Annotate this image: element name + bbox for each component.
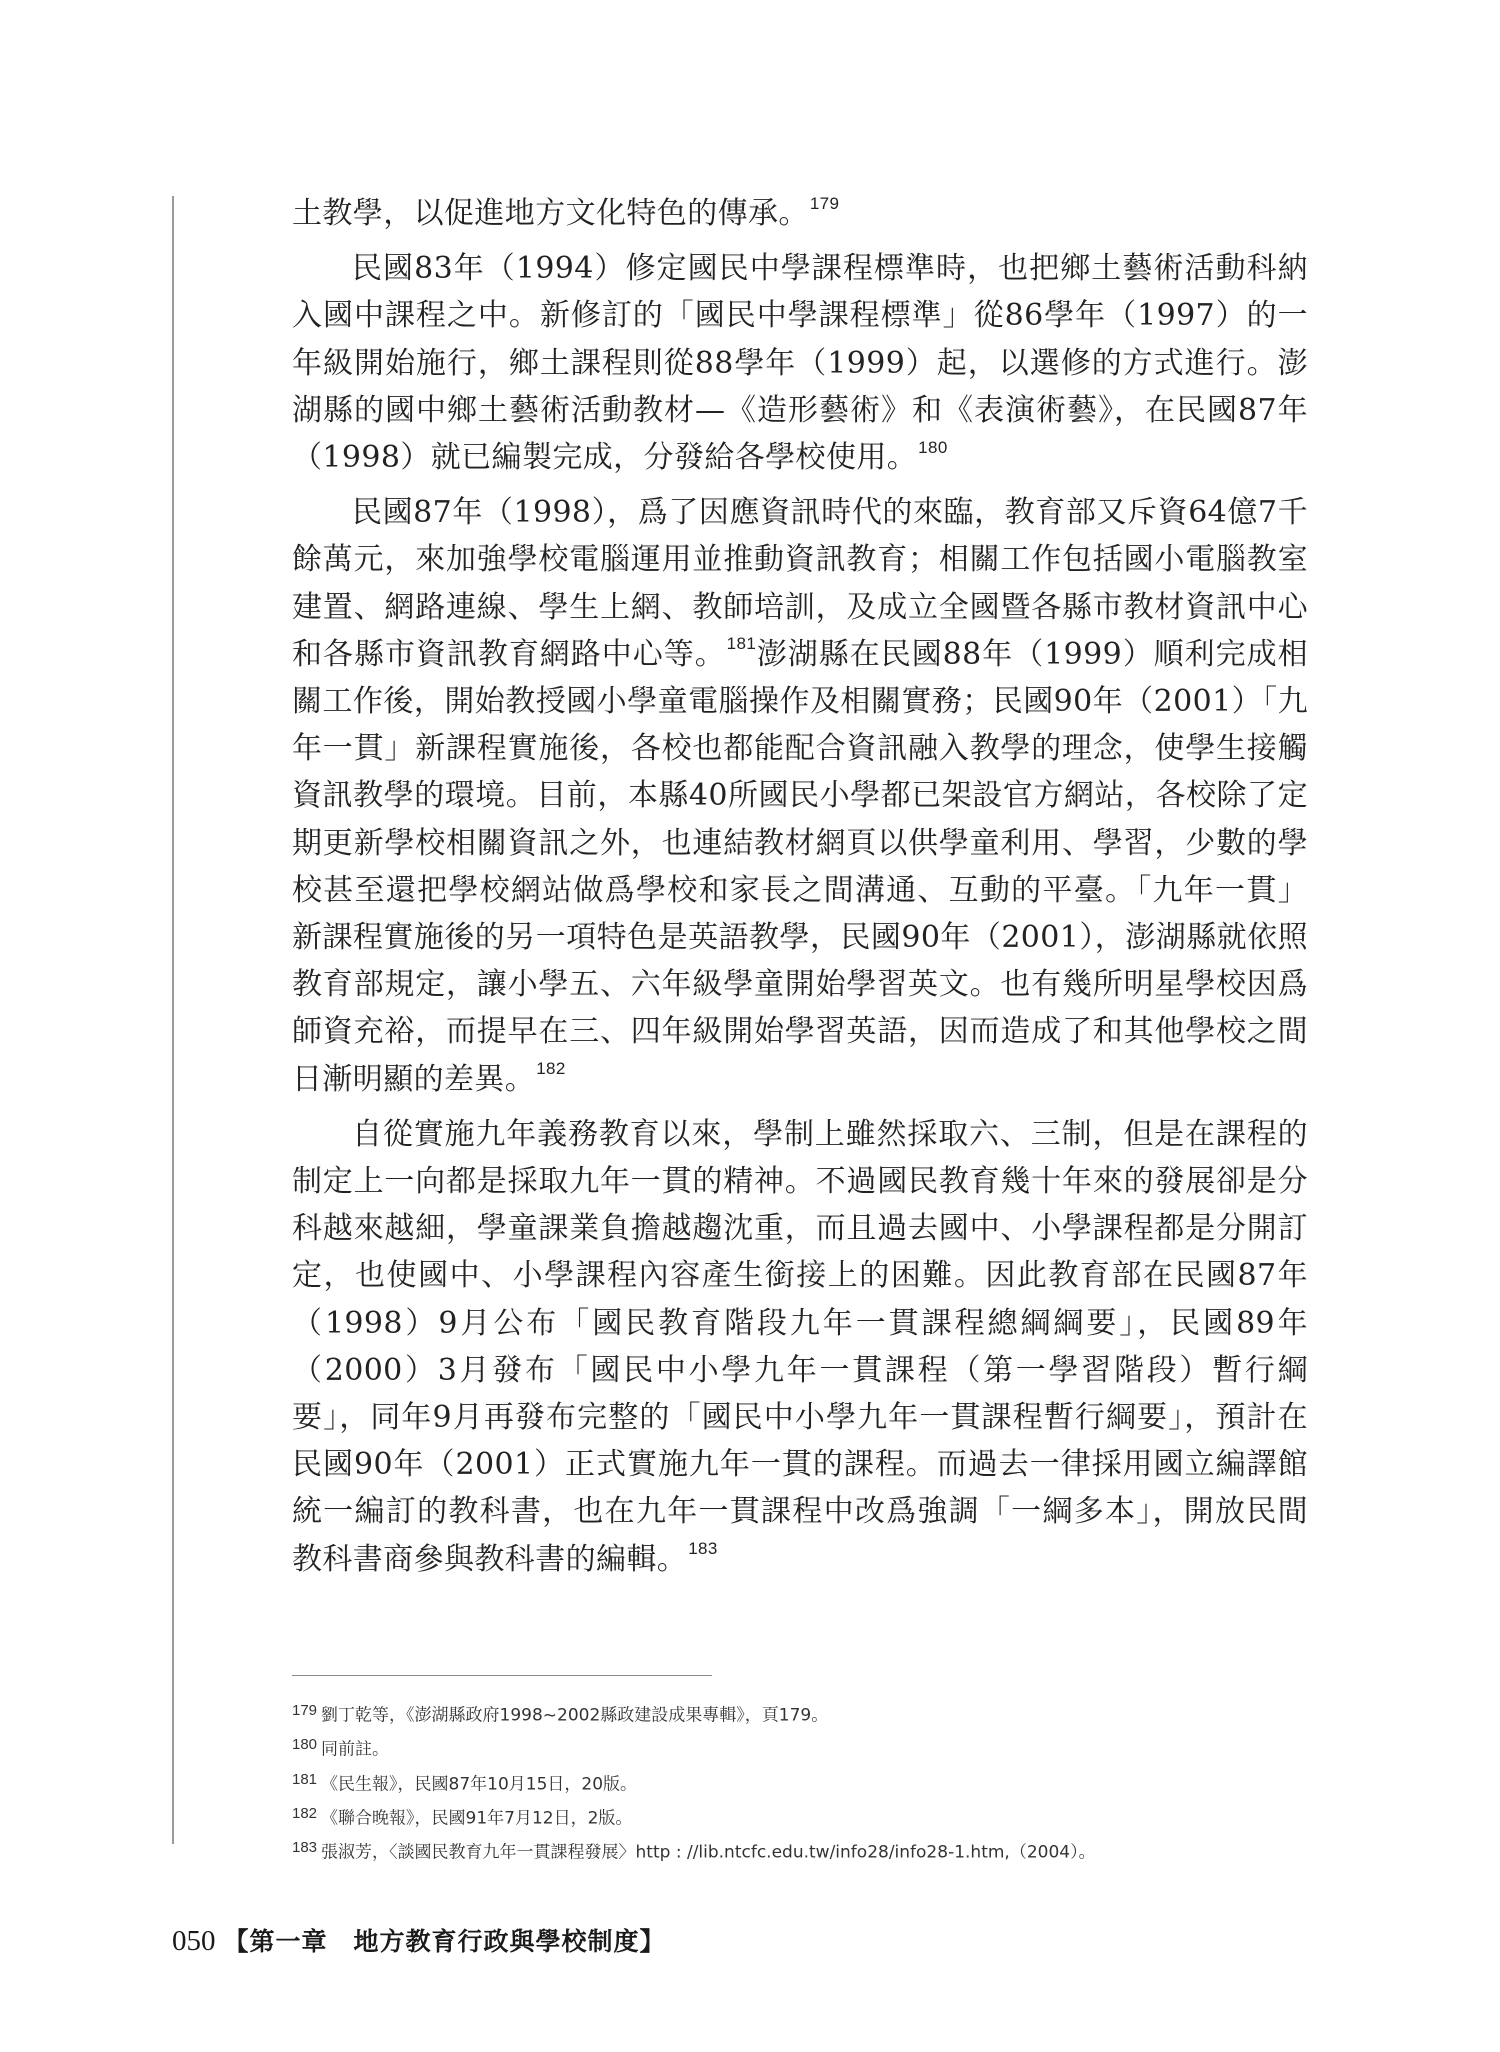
paragraph-text: 土教學，以促進地方文化特色的傳承。 [292, 196, 809, 231]
footnote-number: 180 [292, 1736, 318, 1754]
margin-rule [172, 196, 174, 1844]
page-number: 050 [172, 1925, 216, 1957]
chapter-title: 【第一章 地方教育行政與學校制度】 [223, 1927, 666, 1956]
footnote-number: 183 [292, 1839, 318, 1856]
footnote-ref: 181 [726, 634, 757, 654]
footnote-number: 181 [292, 1770, 318, 1788]
footnote-text: 張淑芳，〈談國民教育九年一貫課程發展〉http : //lib.ntcfc.edu.tw/info28/info28-1.htm,（2004）。 [321, 1842, 1096, 1863]
footnote-ref: 179 [809, 193, 840, 213]
footnote-ref: 182 [536, 1059, 566, 1079]
footnote-divider [292, 1675, 712, 1676]
paragraph-4 [292, 1111, 1308, 1583]
footnote-item [292, 1765, 1308, 1799]
paragraph-3 [292, 489, 1308, 1103]
footnote-number: 182 [292, 1804, 318, 1822]
paragraph-text: 澎湖縣在民國88年（1999）順利完成相關工作後，開始教授國小學童電腦操作及相關實務；民國90年（2001）「九年一貫」新課程實施後，各校也都能配合資訊融入教學的理念，使學生接觸資訊教學的環境。目前，本縣40所國民小學都已架設官方網站，各校除了定期更新學校相關資訊之外，也連結教材網頁以供學童利用、學習，少數的學校甚至還把學校網站做爲學校和家長之間溝通、互動的平臺。「九年一貫」新課程實施後的另一項特色是英語教學，民國90年（2001），澎湖縣就依照教育部規定，讓小學五、六年級學童開始學習英文。也有幾所明星學校因爲師資充裕，而提早在三、四年級開始學習英語，因而造成了和其他學校之間日漸明顯的差異。 [292, 636, 1308, 1097]
body-text [292, 190, 1308, 1591]
footnote-text: 《民生報》，民國87年10月15日，20版。 [321, 1773, 638, 1794]
footnote-number: 179 [292, 1702, 318, 1719]
footnote-item [292, 1799, 1308, 1833]
footnote-item [292, 1833, 1308, 1867]
paragraph-2 [292, 245, 1308, 481]
paragraph-text: 自從實施九年義務教育以來，學制上雖然採取六、三制，但是在課程的制定上一向都是採取九年一貫的精神。不過國民教育幾十年來的發展卻是分科越來越細，學童課業負擔越趨沈重，而且過去國中、小學課程都是分開訂定，也使國中、小學課程內容產生銜接上的困難。因此教育部在民國87年（1998）9月公布「國民教育階段九年一貫課程總綱綱要」，民國89年（2000）3月發布「國民中小學九年一貫課程（第一學習階段）暫行綱要」，同年9月再發布完整的「國民中小學九年一貫課程暫行綱要」，預計在民國90年（2001）正式實施九年一貫的課程。而過去一律採用國立編譯館統一編訂的教科書，也在九年一貫課程中改爲強調「一綱多本」，開放民間教科書商參與教科書的編輯。 [292, 1116, 1308, 1577]
footnote-text: 劉丁乾等，《澎湖縣政府1998~2002縣政建設成果專輯》，頁179。 [321, 1705, 829, 1726]
paragraph-1 [292, 190, 1308, 237]
footnotes [292, 1696, 1308, 1867]
paragraph-text: 民國87年（1998），爲了因應資訊時代的來臨，教育部又斥資64億7千餘萬元，來加強學校電腦運用並推動資訊教育；相關工作包括國小電腦教室建置、網路連線、學生上網、教師培訓，及成立全國暨各縣市教材資訊中心和各縣市資訊教育網路中心等。 [292, 495, 1308, 672]
footnote-ref: 183 [688, 1539, 718, 1559]
footnote-item [292, 1730, 1308, 1764]
page-footer [172, 1922, 666, 1958]
footnote-item [292, 1696, 1308, 1730]
footnote-text: 同前註。 [321, 1739, 390, 1760]
footnote-ref: 180 [918, 437, 948, 457]
footnote-text: 《聯合晚報》，民國91年7月12日，2版。 [321, 1808, 633, 1828]
paragraph-text: 民國83年（1994）修定國民中學課程標準時，也把鄉土藝術活動科納入國中課程之中。新修訂的「國民中學課程標準」從86學年（1997）的一年級開始施行，鄉土課程則從88學年（1999）起，以選修的方式進行。澎湖縣的國中鄉土藝術活動教材—《造形藝術》和《表演術藝》，在民國87年（1998）就已編製完成，分發給各學校使用。 [292, 251, 1308, 476]
